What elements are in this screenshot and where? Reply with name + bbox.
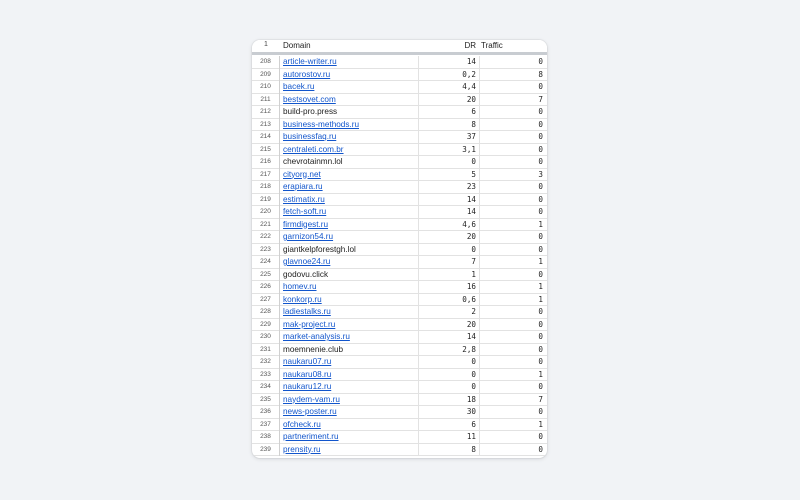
row-number[interactable]: 232 <box>252 356 280 369</box>
row-number[interactable]: 210 <box>252 81 280 94</box>
table-row[interactable] <box>252 144 547 157</box>
header-row <box>252 40 547 52</box>
domain-link[interactable]: bestsovet.com <box>283 94 336 104</box>
traffic-cell[interactable]: 0 <box>479 106 547 119</box>
dr-cell[interactable]: 14 <box>418 194 479 207</box>
domain-link[interactable]: naukaru08.ru <box>283 369 332 379</box>
row-number[interactable]: 221 <box>252 219 280 232</box>
domain-link[interactable]: fetch-soft.ru <box>283 207 327 216</box>
table-row[interactable] <box>252 169 547 182</box>
row-number[interactable]: 220 <box>252 206 280 219</box>
domain-link[interactable]: autorostov.ru <box>283 69 331 79</box>
table-row[interactable] <box>252 156 547 169</box>
row-number[interactable]: 214 <box>252 131 280 144</box>
domain-link[interactable]: ofcheck.ru <box>283 419 321 429</box>
table-row[interactable] <box>252 194 547 207</box>
dr-cell[interactable]: 11 <box>418 431 479 444</box>
domain-cell[interactable]: godovu.click <box>283 269 329 279</box>
table-row[interactable] <box>252 306 547 319</box>
traffic-cell[interactable]: 1 <box>479 419 547 432</box>
row-number[interactable]: 217 <box>252 169 280 182</box>
row-number[interactable]: 235 <box>252 394 280 407</box>
dr-cell[interactable]: 4,6 <box>418 219 479 232</box>
dr-cell[interactable]: 0 <box>418 381 479 394</box>
table-body <box>252 56 547 456</box>
domain-link[interactable]: erapiara.ru <box>283 182 323 191</box>
domain-link[interactable]: estimatix.ru <box>283 194 325 204</box>
row-number[interactable]: 229 <box>252 319 280 332</box>
traffic-cell[interactable]: 0 <box>479 131 547 144</box>
table-row[interactable] <box>252 331 547 344</box>
domain-cell[interactable]: moemnenie.club <box>283 344 344 354</box>
domain-link[interactable]: firmdigest.ru <box>283 219 329 229</box>
traffic-cell[interactable]: 0 <box>479 206 547 219</box>
row-number[interactable]: 233 <box>252 369 280 382</box>
row-number[interactable]: 236 <box>252 406 280 419</box>
traffic-cell[interactable]: 0 <box>479 406 547 419</box>
traffic-cell[interactable]: 1 <box>479 219 547 232</box>
table-row[interactable] <box>252 431 547 444</box>
table-row[interactable] <box>252 81 547 94</box>
row-number[interactable]: 230 <box>252 331 280 344</box>
dr-cell[interactable]: 0,2 <box>418 69 479 82</box>
table-row[interactable] <box>252 231 547 244</box>
domain-link[interactable]: glavnoe24.ru <box>283 257 331 266</box>
domain-link[interactable]: article-writer.ru <box>283 57 337 66</box>
header-domain[interactable]: Domain <box>283 41 311 50</box>
dr-cell[interactable]: 30 <box>418 406 479 419</box>
dr-cell[interactable]: 23 <box>418 181 479 194</box>
table-row[interactable] <box>252 69 547 82</box>
row-number[interactable]: 238 <box>252 431 280 444</box>
row-number[interactable]: 223 <box>252 244 280 257</box>
table-row[interactable] <box>252 256 547 269</box>
row-number[interactable]: 234 <box>252 381 280 394</box>
dr-cell[interactable]: 20 <box>418 231 479 244</box>
table-row[interactable] <box>252 56 547 69</box>
traffic-cell[interactable]: 0 <box>479 244 547 257</box>
table-row[interactable] <box>252 181 547 194</box>
row-number[interactable]: 226 <box>252 281 280 294</box>
table-row[interactable] <box>252 344 547 357</box>
row-number[interactable]: 209 <box>252 69 280 82</box>
table-row[interactable] <box>252 444 547 457</box>
table-row[interactable] <box>252 94 547 107</box>
row-number[interactable]: 237 <box>252 419 280 432</box>
row-number[interactable]: 224 <box>252 256 280 269</box>
dr-cell[interactable]: 37 <box>418 131 479 144</box>
domain-link[interactable]: mak-project.ru <box>283 319 336 329</box>
traffic-cell[interactable]: 0 <box>479 331 547 344</box>
dr-cell[interactable]: 14 <box>418 206 479 219</box>
table-row[interactable] <box>252 394 547 407</box>
traffic-cell[interactable]: 0 <box>479 144 547 157</box>
traffic-cell[interactable]: 0 <box>479 431 547 444</box>
traffic-cell[interactable]: 0 <box>479 231 547 244</box>
domain-link[interactable]: news-poster.ru <box>283 407 337 416</box>
dr-cell[interactable]: 0 <box>418 244 479 257</box>
domain-cell[interactable]: chevrotainmn.lol <box>283 157 343 166</box>
dr-cell[interactable]: 7 <box>418 256 479 269</box>
domain-link[interactable]: market-analysis.ru <box>283 332 350 341</box>
domain-link[interactable]: garnizon54.ru <box>283 232 334 241</box>
header-row-number[interactable]: 1 <box>264 41 268 48</box>
row-number[interactable]: 216 <box>252 156 280 169</box>
traffic-cell[interactable]: 7 <box>479 94 547 107</box>
dr-cell[interactable]: 18 <box>418 394 479 407</box>
dr-cell[interactable]: 0 <box>418 356 479 369</box>
domain-link[interactable]: homev.ru <box>283 282 317 291</box>
table-row[interactable] <box>252 131 547 144</box>
traffic-cell[interactable]: 0 <box>479 319 547 332</box>
traffic-cell[interactable]: 7 <box>479 394 547 407</box>
table-row[interactable] <box>252 369 547 382</box>
table-row[interactable] <box>252 269 547 282</box>
spreadsheet-card <box>252 40 547 458</box>
dr-cell[interactable]: 6 <box>418 106 479 119</box>
header-traffic[interactable]: Traffic <box>481 41 503 50</box>
domain-link[interactable]: konkorp.ru <box>283 294 322 304</box>
row-number[interactable]: 222 <box>252 231 280 244</box>
dr-cell[interactable]: 3,1 <box>418 144 479 157</box>
dr-cell[interactable]: 0 <box>418 369 479 382</box>
row-number[interactable]: 228 <box>252 306 280 319</box>
row-number[interactable]: 213 <box>252 119 280 132</box>
domain-link[interactable]: business-methods.ru <box>283 119 359 129</box>
table-row[interactable] <box>252 294 547 307</box>
table-row[interactable] <box>252 381 547 394</box>
traffic-cell[interactable]: 0 <box>479 444 547 457</box>
row-number[interactable]: 212 <box>252 106 280 119</box>
traffic-cell[interactable]: 0 <box>479 194 547 207</box>
traffic-cell[interactable]: 0 <box>479 119 547 132</box>
domain-link[interactable]: naukaru12.ru <box>283 382 332 391</box>
domain-link[interactable]: prensity.ru <box>283 444 321 454</box>
traffic-cell[interactable]: 8 <box>479 69 547 82</box>
row-number[interactable]: 231 <box>252 344 280 357</box>
dr-cell[interactable]: 6 <box>418 419 479 432</box>
traffic-cell[interactable]: 0 <box>479 81 547 94</box>
traffic-cell[interactable]: 1 <box>479 369 547 382</box>
dr-cell[interactable]: 16 <box>418 281 479 294</box>
row-number[interactable]: 208 <box>252 56 280 69</box>
dr-cell[interactable]: 14 <box>418 56 479 69</box>
traffic-cell[interactable]: 0 <box>479 269 547 282</box>
domain-link[interactable]: bacek.ru <box>283 82 315 91</box>
dr-cell[interactable]: 2,8 <box>418 344 479 357</box>
domain-link[interactable]: partneriment.ru <box>283 432 339 441</box>
table-row[interactable] <box>252 319 547 332</box>
domain-cell[interactable]: giantkelpforestgh.lol <box>283 244 356 254</box>
domain-link[interactable]: businessfaq.ru <box>283 132 337 141</box>
row-number[interactable]: 211 <box>252 94 280 107</box>
domain-link[interactable]: ladiestalks.ru <box>283 307 331 316</box>
traffic-cell[interactable]: 0 <box>479 344 547 357</box>
dr-cell[interactable]: 0,6 <box>418 294 479 307</box>
domain-link[interactable]: centraleti.com.br <box>283 144 344 154</box>
table-row[interactable] <box>252 356 547 369</box>
dr-cell[interactable]: 5 <box>418 169 479 182</box>
dr-cell[interactable]: 8 <box>418 444 479 457</box>
dr-cell[interactable]: 20 <box>418 94 479 107</box>
traffic-cell[interactable]: 1 <box>479 294 547 307</box>
dr-cell[interactable]: 8 <box>418 119 479 132</box>
table-row[interactable] <box>252 106 547 119</box>
row-number[interactable]: 227 <box>252 294 280 307</box>
row-number[interactable]: 218 <box>252 181 280 194</box>
traffic-cell[interactable]: 0 <box>479 306 547 319</box>
traffic-cell[interactable]: 0 <box>479 381 547 394</box>
dr-cell[interactable]: 2 <box>418 306 479 319</box>
table-row[interactable] <box>252 206 547 219</box>
domain-link[interactable]: naukaru07.ru <box>283 357 332 366</box>
dr-cell[interactable]: 1 <box>418 269 479 282</box>
table-row[interactable] <box>252 406 547 419</box>
domain-link[interactable]: naydem-vam.ru <box>283 394 340 404</box>
dr-cell[interactable]: 20 <box>418 319 479 332</box>
domain-link[interactable]: cityorg.net <box>283 169 321 179</box>
dr-cell[interactable]: 14 <box>418 331 479 344</box>
dr-cell[interactable]: 0 <box>418 156 479 169</box>
traffic-cell[interactable]: 1 <box>479 281 547 294</box>
traffic-cell[interactable]: 0 <box>479 181 547 194</box>
frozen-row-divider[interactable] <box>252 52 547 55</box>
row-number[interactable]: 215 <box>252 144 280 157</box>
row-number[interactable]: 225 <box>252 269 280 282</box>
traffic-cell[interactable]: 0 <box>479 156 547 169</box>
header-dr[interactable]: DR <box>464 41 476 50</box>
domain-cell[interactable]: build-pro.press <box>283 107 338 116</box>
table-row[interactable] <box>252 219 547 232</box>
row-number[interactable]: 239 <box>252 444 280 457</box>
table-row[interactable] <box>252 119 547 132</box>
traffic-cell[interactable]: 3 <box>479 169 547 182</box>
table-row[interactable] <box>252 419 547 432</box>
table-row[interactable] <box>252 244 547 257</box>
row-number[interactable]: 219 <box>252 194 280 207</box>
dr-cell[interactable]: 4,4 <box>418 81 479 94</box>
traffic-cell[interactable]: 1 <box>479 256 547 269</box>
traffic-cell[interactable]: 0 <box>479 56 547 69</box>
traffic-cell[interactable]: 0 <box>479 356 547 369</box>
table-row[interactable] <box>252 281 547 294</box>
